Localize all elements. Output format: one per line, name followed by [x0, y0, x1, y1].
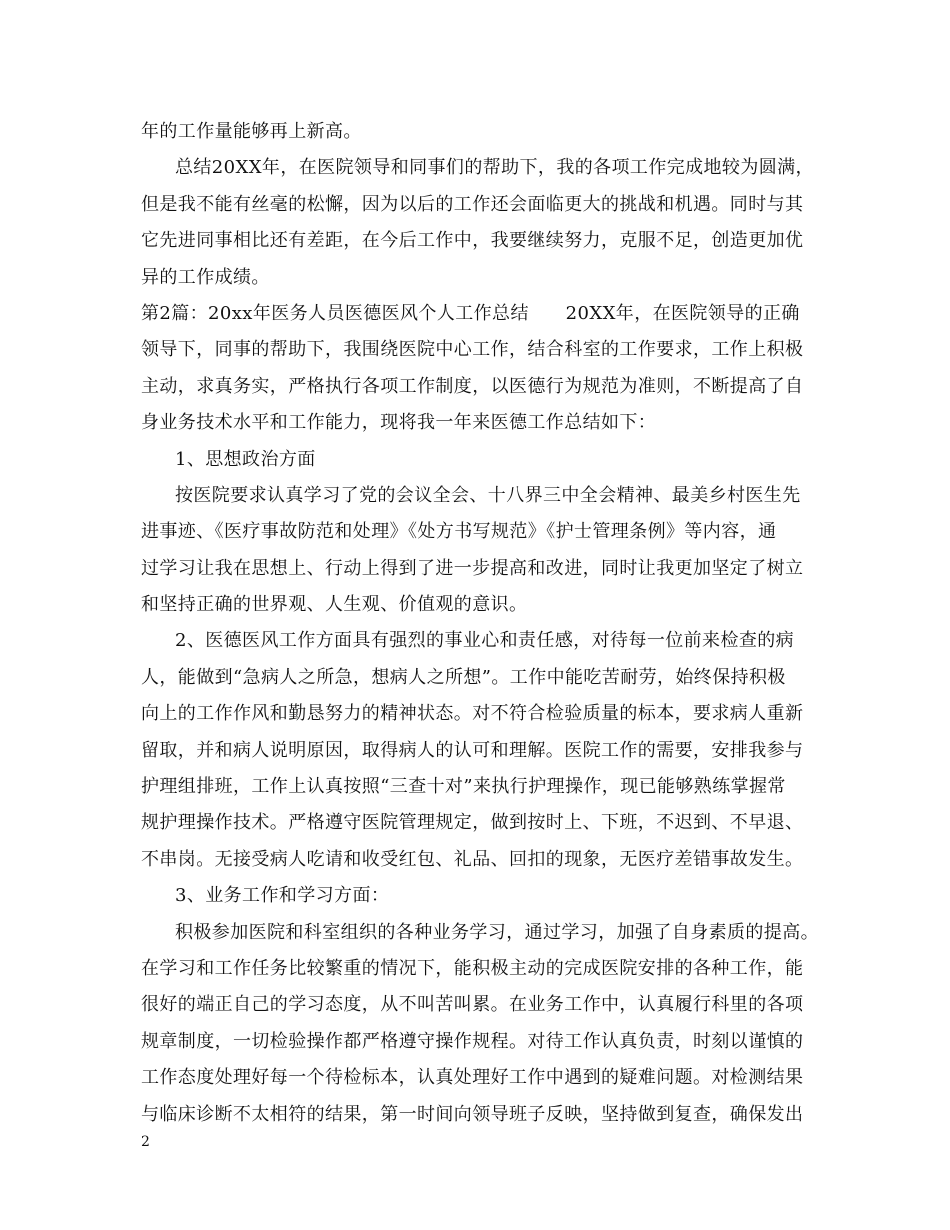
subheading-line: 3、业务工作和学习方面： — [175, 885, 390, 907]
text-line: 护理组排班，工作上认真按照“三查十对”来执行护理操作，现已能够熟练掌握常 — [141, 776, 786, 798]
text-line: 积极参加医院和科室组织的各种业务学习，通过学习，加强了自身素质的提高。 — [175, 921, 819, 943]
text-line: 规护理操作技术。严格遵守医院管理规定，做到按时上、下班，不迟到、不早退、 — [141, 812, 804, 834]
text-line: 规章制度，一切检验操作都严格遵守操作规程。对待工作认真负责，时刻以谨慎的 — [141, 1030, 804, 1052]
text-line: 异的工作成绩。 — [141, 266, 270, 288]
text-line: 身业务技术水平和工作能力，现将我一年来医德工作总结如下： — [141, 412, 657, 434]
text-line: 不串岗。无接受病人吃请和收受红包、礼品、回扣的现象，无医疗差错事故发生。 — [141, 848, 804, 870]
text-line: 主动，求真务实，严格执行各项工作制度，以医德行为规范为准则，不断提高了自 — [141, 375, 804, 397]
text-line: 它先进同事相比还有差距，在今后工作中，我要继续努力，克服不足，创造更加优 — [141, 230, 804, 252]
text-line: 向上的工作作风和勤恳努力的精神状态。对不符合检验质量的标本，要求病人重新 — [141, 703, 804, 725]
text-line: 但是我不能有丝毫的松懈，因为以后的工作还会面临更大的挑战和机遇。同时与其 — [141, 193, 804, 215]
text-line: 工作态度处理好每一个待检标本，认真处理好工作中遇到的疑难问题。对检测结果 — [141, 1067, 804, 1089]
text-line: 2、医德医风工作方面具有强烈的事业心和责任感，对待每一位前来检查的病 — [175, 630, 795, 652]
text-line: 进事迹、《医疗事故防范和处理》《处方书写规范》《护士管理条例》等内容，通 — [141, 521, 777, 543]
text-line: 在学习和工作任务比较繁重的情况下，能积极主动的完成医院安排的各种工作，能 — [141, 957, 804, 979]
text-line: 领导下，同事的帮助下，我围绕医院中心工作，结合科室的工作要求，工作上积极 — [141, 339, 804, 361]
text-line: 人，能做到“急病人之所急，想病人之所想”。工作中能吃苦耐劳，始终保持积极 — [141, 666, 786, 688]
text-line: 和坚持正确的世界观、人生观、价值观的意识。 — [141, 594, 528, 616]
text-line: 很好的端正自己的学习态度，从不叫苦叫累。在业务工作中，认真履行科里的各项 — [141, 994, 804, 1016]
page-number: 2 — [141, 1134, 150, 1150]
subheading-line: 1、思想政治方面 — [175, 448, 316, 470]
text-line: 与临床诊断不太相符的结果，第一时间向领导班子反映，坚持做到复查，确保发出 — [141, 1103, 804, 1125]
text-line: 留取，并和病人说明原因，取得病人的认可和理解。医院工作的需要，安排我参与 — [141, 739, 804, 761]
text-line: 过学习让我在思想上、行动上得到了进一步提高和改进，同时让我更加坚定了树立 — [141, 557, 804, 579]
text-line: 按医院要求认真学习了党的会议全会、十八界三中全会精神、最美乡村医生先 — [175, 484, 801, 506]
text-line: 总结20XX年，在医院领导和同事们的帮助下，我的各项工作完成地较为圆满， — [175, 157, 814, 179]
text-line: 年的工作量能够再上新高。 — [141, 121, 362, 142]
section-heading-line: 第2篇：20xx年医务人员医德医风个人工作总结 20XX年，在医院领导的正确 — [141, 302, 800, 324]
document-body — [141, 114, 821, 1133]
